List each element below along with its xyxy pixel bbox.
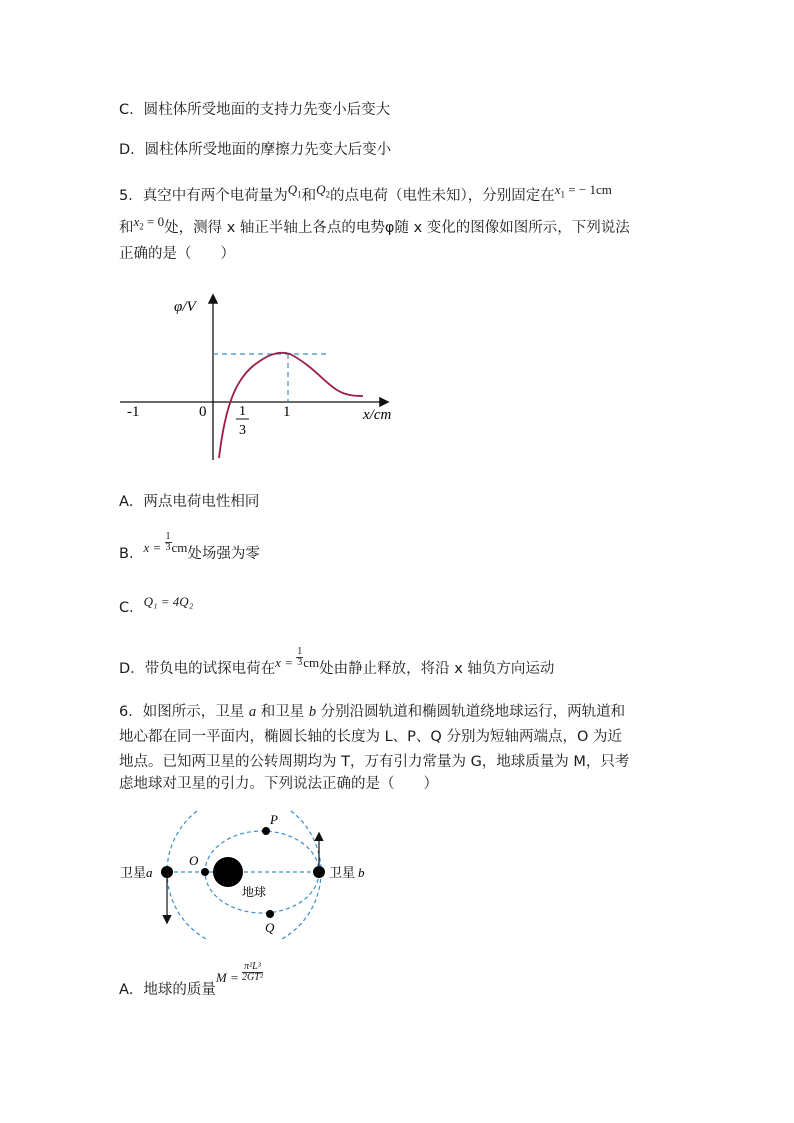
tick-third-num: 1 [239, 404, 246, 419]
q5-stem-line3: 正确的是（ ） [119, 246, 235, 262]
q5-option-b: B．x = $\frac{1}{3}$ cm处场强为零 [119, 530, 260, 562]
tick-neg1: -1 [127, 404, 140, 420]
point-q [266, 910, 274, 918]
y-axis-label: φ/V [174, 299, 196, 315]
q6-option-a: A．地球的质量M = $\frac{\text{π²L³}}{\text{2GT²}}$ [119, 960, 263, 998]
q5-c-expression: Q₁ = 4Q₂ [143, 594, 194, 609]
point-o [201, 868, 209, 876]
potential-graph [115, 288, 405, 468]
q5-option-d: D．带负电的试探电荷在x = $\frac{1}{3}$ cm处由静止释放，将沿 x 轴负方向运动 [119, 645, 555, 677]
x2-expression: $x_2 = 0$ [133, 214, 165, 232]
x1-expression: $x_1$ = − 1cm [554, 182, 612, 200]
q4-option-c: C．圆柱体所受地面的支持力先变小后变大 [119, 102, 391, 118]
x-axis-label: x/cm [363, 407, 392, 423]
label-o: O [189, 853, 199, 868]
q6-a-expression: M = $\frac{\text{π²L³}}{\text{2GT²}}$ [215, 960, 263, 985]
q2-symbol: $Q_2$ [316, 182, 331, 200]
earth [213, 857, 243, 887]
q5-stem-line2: 和$x_2 = 0$处，测得 x 轴正半轴上各点的电势φ随 x 变化的图像如图所示，下列说法 [119, 214, 630, 236]
q5-b-expression: x = $\frac{1}{3}$ cm [143, 530, 188, 555]
q6-stem-line2: 地心都在同一平面内，椭圆长轴的长度为 L、P、Q 分别为短轴两端点，O 为近 [119, 729, 622, 745]
label-q: Q [265, 920, 275, 935]
label-p: P [270, 812, 278, 827]
orbit-diagram [115, 810, 385, 940]
q1-symbol: $Q_1$ [287, 182, 302, 200]
q6-stem-line3: 地点。已知两卫星的公转周期均为 T，万有引力常量为 G，地球质量为 M，只考 [119, 754, 630, 770]
q5-option-c: C．Q₁ = 4Q₂ [119, 594, 194, 616]
tick-1: 1 [283, 404, 291, 420]
q6-stem-line1: 6．如图所示，卫星 a 和卫星 b 分别沿圆轨道和椭圆轨道绕地球运行，两轨道和 [119, 704, 626, 720]
q5-stem-line1: 5．真空中有两个电荷量为$Q_1$和$Q_2$的点电荷（电性未知），分别固定在$x_1$ = − 1cm [119, 182, 612, 204]
point-p [262, 827, 270, 835]
circular-orbit [167, 810, 321, 940]
satellite-a-label: 卫星a [120, 865, 153, 881]
q5-d-expression: x = $\frac{1}{3}$ cm [275, 645, 320, 670]
q5-option-a: A．两点电荷电性相同 [119, 494, 260, 510]
tick-third-den: 3 [239, 423, 246, 438]
satellite-b-label: 卫星 b [329, 865, 365, 881]
q4-option-d: D．圆柱体所受地面的摩擦力先变大后变小 [119, 142, 392, 158]
q6-stem-line4: 虑地球对卫星的引力。下列说法正确的是（ ） [119, 776, 438, 792]
earth-label: 地球 [242, 885, 267, 899]
origin-label: 0 [199, 404, 207, 420]
